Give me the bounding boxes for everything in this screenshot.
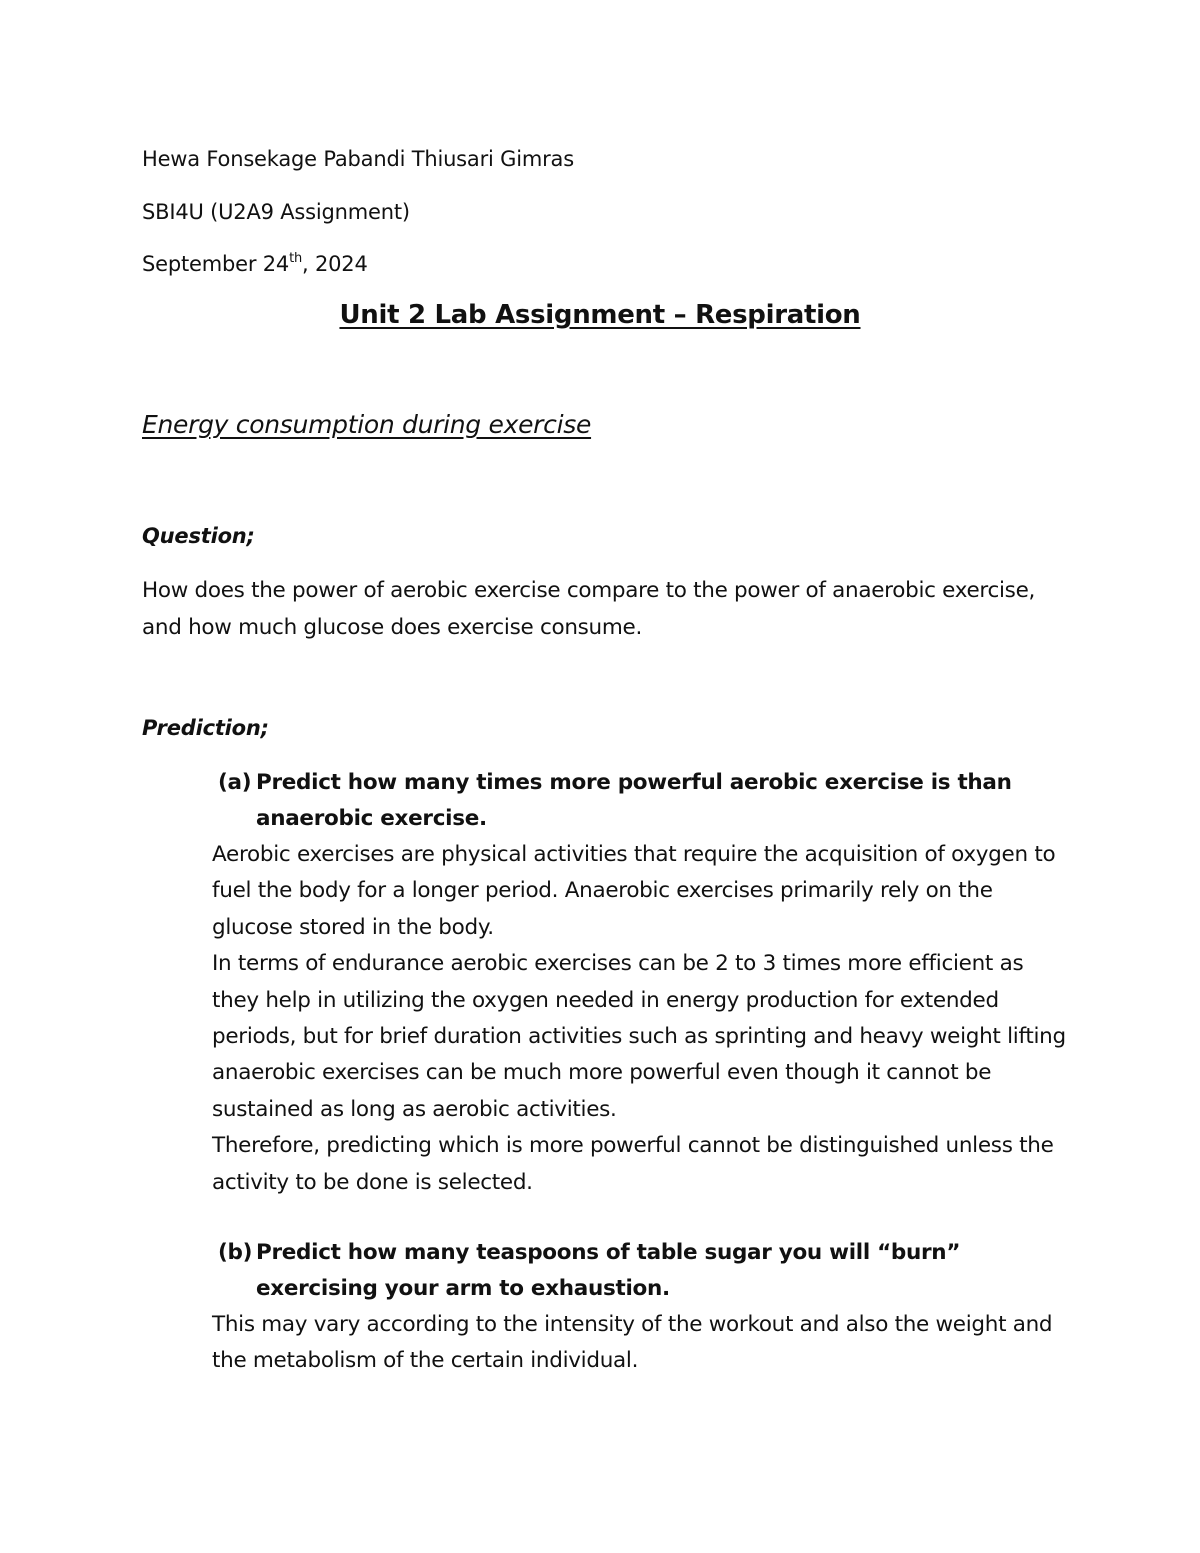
answer-a-paragraph-1: Aerobic exercises are physical activities that require the acquisition of oxygen to fuel the body for a longer period. Anaerobic exercises primarily rely on the glucose stored in the body. (212, 842, 1056, 940)
document-title: Unit 2 Lab Assignment – Respiration (339, 300, 861, 330)
prediction-answer-a (212, 837, 1072, 1201)
answer-a-paragraph-3: Therefore, predicting which is more powerful cannot be distinguished unless the activity to be done is selected. (212, 1133, 1054, 1195)
answer-a-paragraph-2: In terms of endurance aerobic exercises can be 2 to 3 times more efficient as they help in utilizing the oxygen needed in energy production for extended periods, but for brief duration activities such as sprinting and heavy weight lifting anaerobic exercises can be much more powerful even though it cannot be sustained as long as aerobic activities. (212, 951, 1066, 1122)
prediction-question-b-text: Predict how many teaspoons of table sugar you will “burn” exercising your arm to exhaustion. (256, 1240, 961, 1301)
question-text: How does the power of aerobic exercise compare to the power of anaerobic exercise, and how much glucose does exercise consume. (142, 578, 1036, 640)
prediction-question-b (218, 1235, 1058, 1307)
list-marker-b: (b) (218, 1240, 253, 1265)
date-prefix: September 24 (142, 252, 290, 276)
prediction-answer-b (212, 1307, 1072, 1380)
question-heading: Question; (142, 524, 255, 548)
prediction-heading: Prediction; (142, 716, 269, 740)
prediction-question-a (218, 765, 1058, 837)
author-name: Hewa Fonsekage Pabandi Thiusari Gimras (142, 147, 574, 171)
course-code: SBI4U (U2A9 Assignment) (142, 200, 410, 224)
date-ordinal: th (289, 251, 303, 266)
section-subtitle: Energy consumption during exercise (142, 410, 592, 439)
prediction-question-a-text: Predict how many times more powerful aerobic exercise is than anaerobic exercise. (256, 770, 1012, 831)
submission-date (142, 246, 368, 282)
date-suffix: , 2024 (302, 252, 368, 276)
answer-b-paragraph-1: This may vary according to the intensity of the workout and also the weight and the metabolism of the certain individual. (212, 1312, 1053, 1374)
list-marker-a: (a) (218, 770, 252, 795)
